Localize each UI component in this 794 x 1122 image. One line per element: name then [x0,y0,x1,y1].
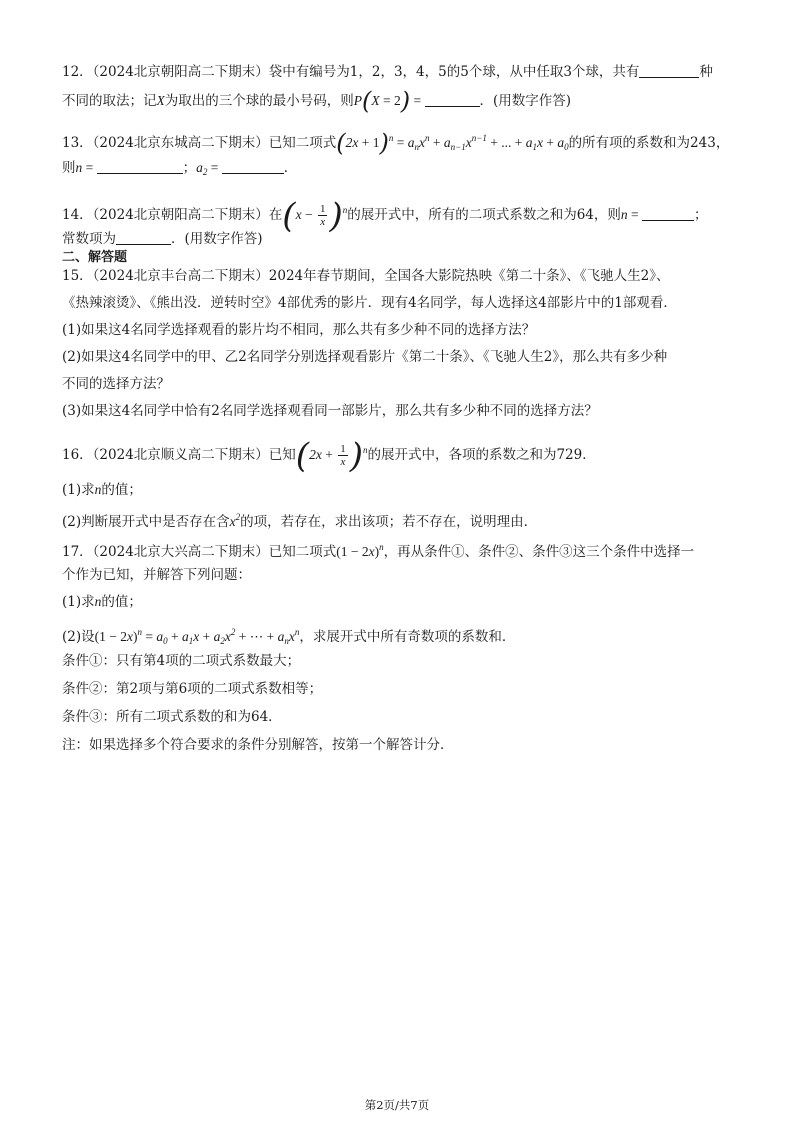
q13-text-c: 则 [62,160,76,176]
question-16-part-2 [62,507,742,532]
question-15-part-2-line-2: 不同的选择方法？ [62,376,170,392]
answer-blank [425,92,480,107]
question-12-line-2 [62,87,742,115]
q12-text-d: 为取出的三个球的最小号码，则 [164,93,354,109]
q14-text-d: 常数项为 [62,231,116,247]
question-14-line-1 [62,196,742,236]
q17-part1-b: 的值； [101,594,142,610]
q17-text-a: 17．（2024北京大兴高二下期末）已知二项式 [62,544,337,560]
question-13-line-1 [62,128,742,157]
q12-text-e: ．(用数字作答) [479,93,572,109]
section-2-title: 二、解答题 [62,250,128,265]
question-15-line-2: 《热辣滚烫》、《熊出没．逆转时空》4部优秀的影片．现有4名同学，每人选择这4部影片中的1部观看． [62,295,677,311]
q17-binomial-expr: $(1 - 2x)^n$ [336,542,384,559]
var-n: n [94,482,102,497]
q16-binomial-expr: (2x + $\frac{1}{x}$ )$^n$ [295,436,368,476]
q17-part2-b: ，求展开式中所有奇数项的系数和． [299,629,516,645]
q16-text-a: 16．（2024北京顺义高二下期末）已知 [62,447,296,463]
q16-part1-a: (1)求 [62,482,95,498]
answer-blank [222,159,284,174]
q13-text-e: ． [283,160,298,176]
page-footer: 第2页/共7页 [364,1098,430,1112]
condition-1: 条件①：只有第4项的二项式系数最大； [62,653,301,669]
question-17-part-1 [62,592,742,612]
x-squared-expr: $x^2$ [229,512,241,529]
q13-text-a: 13．（2024北京东城高二下期末）已知二项式 [62,135,337,151]
q12-text-a: 12．（2024北京朝阳高二下期末）袋中有编号为1，2，3，4，5的5个球，从中任取3个球，共有 [62,64,640,80]
q12-prob-expr: P(X = 2) = [353,87,425,115]
question-16-part-1 [62,480,742,500]
answer-blank [116,230,171,245]
q17-expansion-expr: $(1 - 2x)^n = a_0 + a_1x + a_2x^2$ + ⋯ + $a_nx^n$ [94,627,300,646]
q16-part2-b: 的项，若存在，求出该项；若不存在，说明理由． [240,514,538,530]
q16-part2-a: (2)判断展开式中是否存在含 [62,514,230,530]
question-15-part-2-line-1: (2)如果这4名同学中的甲、乙2名同学分别选择观看影片《第二十条》、《飞驰人生2》，那么共有多少种 [62,349,668,365]
q14-text-e: ．(用数字作答) [171,231,263,247]
q14-n-expr: n = [620,207,643,222]
answer-blank [639,63,699,78]
q17-part2-a: (2)设 [62,629,95,645]
question-15-part-1: (1)如果这4名同学选择观看的影片均不相同，那么共有多少种不同的选择方法？ [62,322,536,338]
q12-text-b: 种 [699,64,713,80]
q14-text-c: ； [694,207,708,223]
q12-text-c: 不同的取法；记 [62,93,157,109]
question-15-part-3: (3)如果这4名同学中恰有2名同学选择观看同一部影片，那么共有多少种不同的选择方法？ [62,403,598,419]
q13-text-d: ； [182,160,197,176]
q12-var-x: X [156,93,165,108]
section-heading [62,247,742,268]
condition-3: 条件③：所有二项式系数的和为64． [62,709,282,725]
q17-text-b: ，再从条件①、条件②、条件③这三个条件中选择一 [383,544,695,560]
question-13-line-2 [62,158,742,182]
answer-blank [97,159,183,174]
note: 注：如果选择多个符合要求的条件分别解答，按第一个解答计分． [62,737,454,753]
q17-part1-a: (1)求 [62,594,95,610]
q14-binomial-expr: (x − $\frac{1}{x}$ )$^n$ [282,196,348,236]
question-15-line-1: 15．（2024北京丰台高二下期末）2024年春节期间，全国各大影院热映《第二十条》、《飞驰人生2》、 [62,268,670,284]
question-16-line-1 [62,436,742,476]
question-17-line-2: 个作为已知，并解答下列问题： [62,567,251,583]
question-12-line-1 [62,62,742,82]
q13-binomial-expr: $(2x + 1)^n = a_nx^n + a_{n-1}x^{n-1}$ + ... + $a_1x + a_0$ [336,129,569,157]
q13-text-b: 的所有项的系数和为243， [568,135,730,151]
q13-n-expr: n = [75,160,97,175]
q13-a2-expr: $a_2$ = [196,160,222,177]
var-n: n [94,594,102,609]
question-14-line-2 [62,229,742,249]
answer-blank [642,206,694,221]
q14-text-b: 的展开式中，所有的二项式系数之和为64，则 [347,207,621,223]
condition-2: 条件②：第2项与第6项的二项式系数相等； [62,681,323,697]
q16-text-b: 的展开式中，各项的系数之和为729． [367,447,596,463]
q14-text-a: 14．（2024北京朝阳高二下期末）在 [62,207,283,223]
q16-part1-b: 的值； [101,482,142,498]
question-17-part-2 [62,622,742,651]
question-17-line-1 [62,537,742,562]
